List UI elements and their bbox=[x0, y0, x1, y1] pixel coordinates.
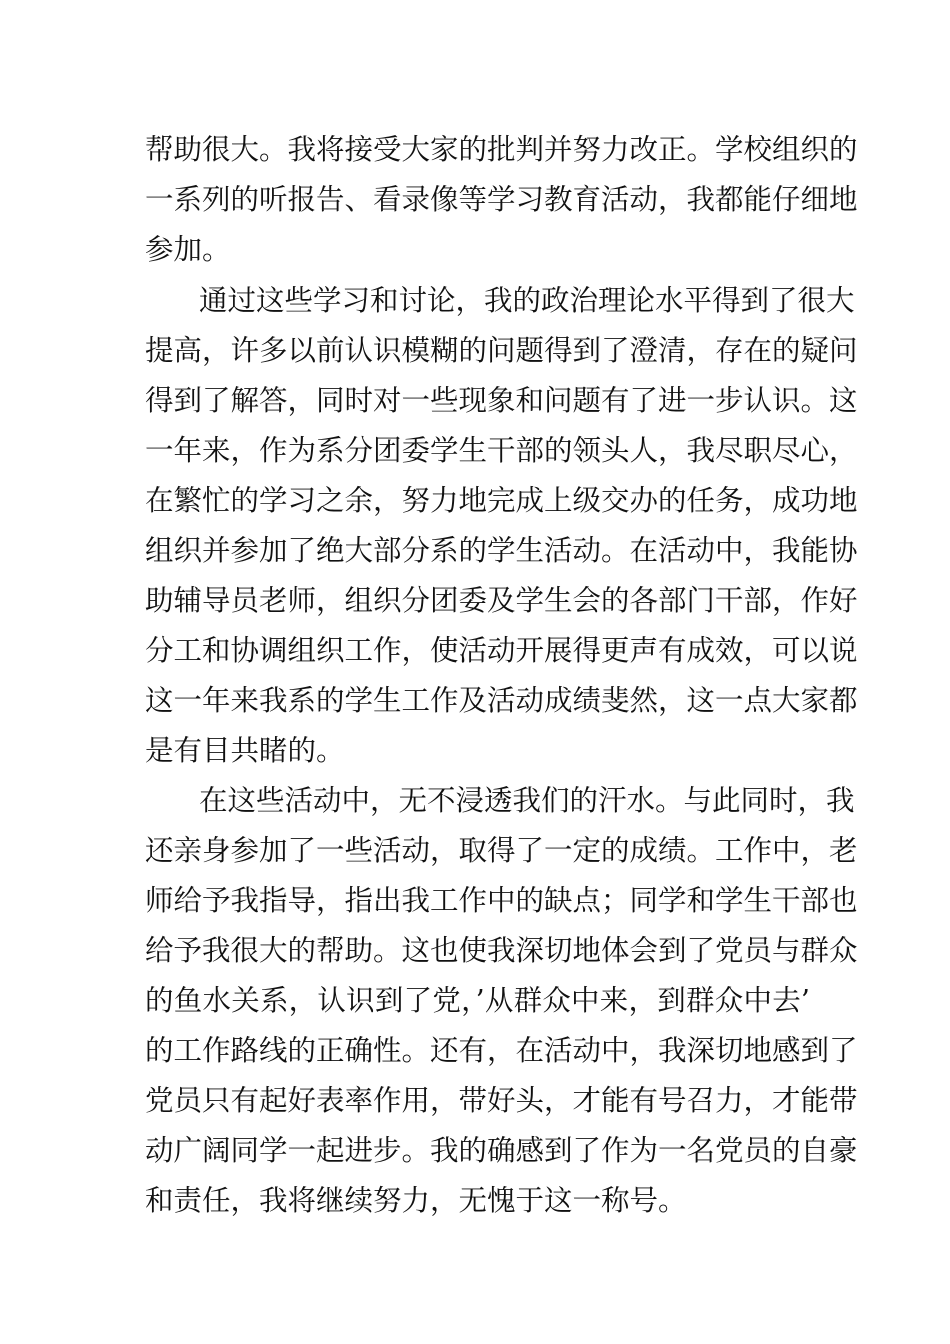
text-line: 还亲身参加了一些活动，取得了一定的成绩。工作中，老 bbox=[145, 834, 858, 867]
text-line: 是有目共睹的。 bbox=[145, 734, 345, 767]
paragraph-first-line: 通过这些学习和讨论，我的政治理论水平得到了很大 bbox=[199, 284, 855, 317]
text-line: 师给予我指导，指出我工作中的缺点；同学和学生干部也 bbox=[145, 884, 858, 917]
text-line: 提高，许多以前认识模糊的问题得到了澄清，存在的疑问 bbox=[145, 334, 858, 367]
text-line: 给予我很大的帮助。这也使我深切地体会到了党员与群众 bbox=[145, 934, 858, 967]
text-line: 党员只有起好表率作用，带好头，才能有号召力，才能带 bbox=[145, 1084, 858, 1117]
paragraph-first-line: 在这些活动中，无不浸透我们的汗水。与此同时，我 bbox=[199, 784, 855, 817]
text-line: 一系列的听报告、看录像等学习教育活动，我都能仔细地 bbox=[145, 183, 858, 216]
text-line: 组织并参加了绝大部分系的学生活动。在活动中，我能协 bbox=[145, 534, 858, 567]
text-line: 和责任，我将继续努力，无愧于这一称号。 bbox=[145, 1184, 687, 1217]
text-line: 动广阔同学一起进步。我的确感到了作为一名党员的自豪 bbox=[145, 1134, 858, 1167]
text-line: 的工作路线的正确性。还有，在活动中，我深切地感到了 bbox=[145, 1034, 858, 1067]
text-line: 得到了解答，同时对一些现象和问题有了进一步认识。这 bbox=[145, 384, 858, 417]
text-line: 这一年来我系的学生工作及活动成绩斐然，这一点大家都 bbox=[145, 684, 858, 717]
text-line: 帮助很大。我将接受大家的批判并努力改正。学校组织的 bbox=[145, 133, 858, 166]
text-line: 助辅导员老师，组织分团委及学生会的各部门干部，作好 bbox=[145, 584, 858, 617]
text-line: 在繁忙的学习之余，努力地完成上级交办的任务，成功地 bbox=[145, 484, 858, 517]
text-line: 分工和协调组织工作，使活动开展得更声有成效，可以说 bbox=[145, 634, 858, 667]
text-line: 一年来，作为系分团委学生干部的领头人，我尽职尽心， bbox=[145, 434, 858, 467]
text-line: 参加。 bbox=[145, 233, 231, 266]
text-line: 的鱼水关系，认识到了党，’从群众中来，到群众中去’ bbox=[145, 984, 810, 1017]
